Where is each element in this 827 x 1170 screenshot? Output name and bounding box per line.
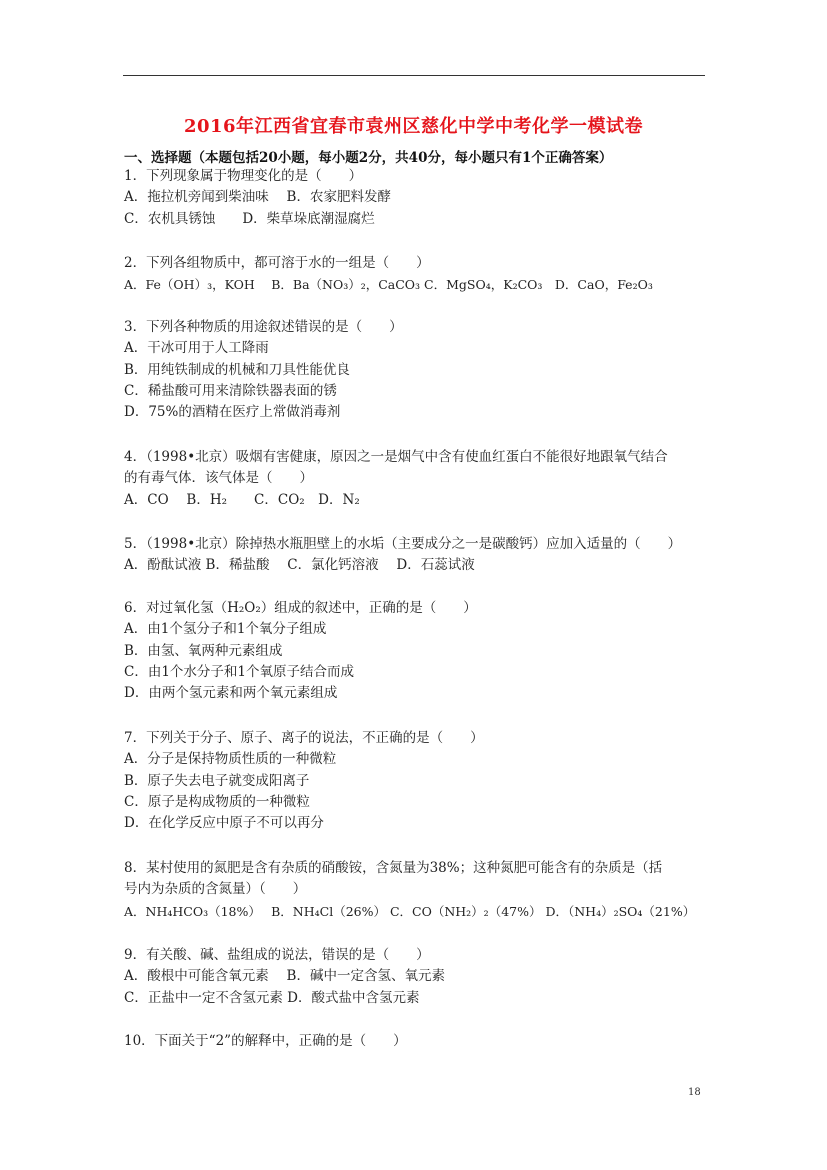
question-stem: 3．下列各种物质的用途叙述错误的是（ ） (124, 319, 403, 335)
question-9 (124, 945, 714, 1009)
question-stem: 7．下列关于分子、原子、离子的说法，不正确的是（ ） (124, 730, 484, 746)
question-8 (124, 858, 714, 922)
question-7 (124, 728, 714, 834)
question-stem: 1．下列现象属于物理变化的是（ ） (124, 168, 363, 184)
option-line: D．在化学反应中原子不可以再分 (124, 815, 324, 832)
document-title: 2016年江西省宜春市袁州区慈化中学中考化学一模试卷 (183, 116, 644, 137)
question-stem: 9．有关酸、碱、盐组成的说法，错误的是（ ） (124, 947, 430, 963)
option-line: C．由1个水分子和1个氧原子结合而成 (124, 663, 355, 680)
option-line: C．农机具锈蚀 D．柴草垛底潮湿腐烂 (124, 210, 375, 227)
option-line: A．酸根中可能含氧元素 B．碱中一定含氢、氧元素 (124, 968, 445, 985)
option-line: B．用纯铁制成的机械和刀具性能优良 (124, 361, 350, 378)
page-number: 18 (688, 1087, 701, 1098)
question-1 (124, 166, 714, 230)
option-line: A．由1个氢分子和1个氧分子组成 (124, 621, 327, 638)
option-line: C．原子是构成物质的一种微粒 (124, 793, 310, 810)
option-line: A．Fe（OH）₃，KOH B．Ba（NO₃）₂，CaCO₃ C．MgSO₄，K₂CO₃ D．CaO，Fe₂O₃ (124, 277, 653, 293)
question-stem: 5．（1998•北京）除掉热水瓶胆壁上的水垢（主要成分之一是碳酸钙）应加入适量的（ ） (124, 536, 682, 552)
option-line: C．正盐中一定不含氢元素 D．酸式盐中含氢元素 (124, 989, 420, 1006)
question-stem: 4．（1998•北京）吸烟有害健康，原因之一是烟气中含有使血红蛋白不能很好地跟氧气结合 (124, 449, 668, 465)
option-line: D．由两个氢元素和两个氧元素组成 (124, 685, 338, 702)
option-line: D．75%的酒精在医疗上常做消毒剂 (124, 404, 341, 421)
question-6 (124, 598, 714, 704)
question-5 (124, 534, 714, 577)
question-stem: 6．对过氧化氢（H₂O₂）组成的叙述中，正确的是（ ） (124, 600, 477, 616)
question-stem: 10．下面关于“2”的解释中，正确的是（ ） (124, 1033, 407, 1049)
header-rule (123, 75, 705, 76)
question-2 (124, 253, 714, 296)
option-line: A．NH₄HCO₃（18%） B．NH₄Cl（26%） C．CO（NH₂）₂（47%） D．（NH₄）₂SO₄（21%） (124, 903, 696, 919)
option-line: B．由氢、氧两种元素组成 (124, 642, 283, 659)
question-stem: 号内为杂质的含氮量）（ ） (124, 881, 307, 898)
question-stem: 8．某村使用的氮肥是含有杂质的硝酸铵，含氮量为38%；这种氮肥可能含有的杂质是（括 (124, 860, 663, 876)
question-3 (124, 317, 714, 423)
question-4 (124, 447, 714, 511)
question-10 (124, 1031, 714, 1052)
option-line: A．CO B．H₂ C．CO₂ D．N₂ (124, 491, 360, 508)
option-line: C．稀盐酸可用来清除铁器表面的锈 (124, 382, 337, 399)
section-heading: 一、选择题（本题包括20小题，每小题2分，共40分，每小题只有1个正确答案） (124, 150, 613, 166)
option-line: A．干冰可用于人工降雨 (124, 340, 269, 357)
question-stem: 2．下列各组物质中，都可溶于水的一组是（ ） (124, 255, 430, 271)
option-line: B．原子失去电子就变成阳离子 (124, 772, 310, 789)
question-stem: 的有毒气体．该气体是（ ） (124, 470, 313, 487)
option-line: A．分子是保持物质性质的一种微粒 (124, 751, 337, 768)
option-line: A．酚酞试液 B．稀盐酸 C．氯化钙溶液 D．石蕊试液 (124, 557, 475, 574)
option-line: A．拖拉机旁闻到柴油味 B．农家肥料发酵 (124, 189, 391, 206)
